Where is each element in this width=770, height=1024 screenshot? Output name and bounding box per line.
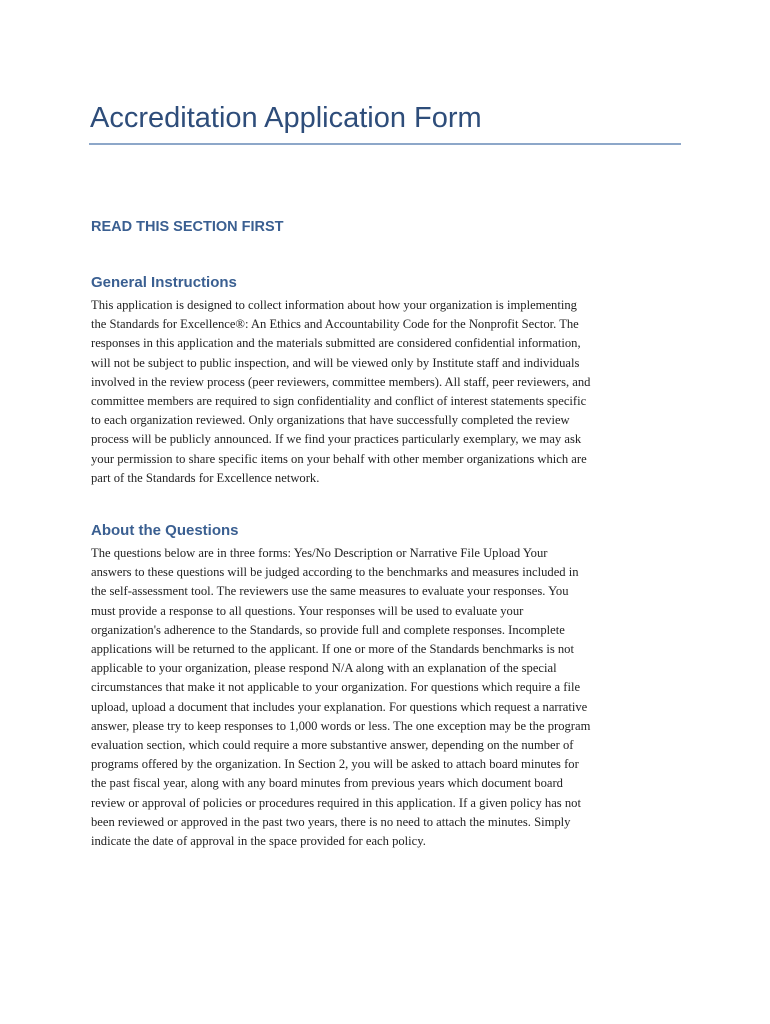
title-divider <box>89 143 681 145</box>
paragraph-line: indicate the date of approval in the space provided for each policy. <box>91 834 426 849</box>
paragraph-line: to each organization reviewed. Only organizations that have successfully completed the review <box>91 413 570 428</box>
paragraph-line: applications will be returned to the applicant. If one or more of the Standards benchmarks is not <box>91 642 574 657</box>
paragraph-line: evaluation section, which could require a more substantive answer, depending on the number of <box>91 738 574 753</box>
paragraph-line: answer, please try to keep responses to 1,000 words or less. The one exception may be the program <box>91 718 591 733</box>
paragraph-line: committee members are required to sign confidentiality and conflict of interest statements specific <box>91 394 587 409</box>
paragraph-line: The questions below are in three forms: Yes/No Description or Narrative File Upload Your <box>91 546 548 560</box>
paragraph-line: answers to these questions will be judged according to the benchmarks and measures included in <box>91 565 579 580</box>
general-instructions-paragraph <box>91 296 683 488</box>
about-questions-heading: About the Questions <box>91 522 239 539</box>
about-questions-paragraph <box>91 544 683 851</box>
paragraph-line: part of the Standards for Excellence network. <box>91 470 320 485</box>
paragraph-line: must provide a response to all questions. Your responses will be used to evaluate your <box>91 603 524 618</box>
page-title: Accreditation Application Form <box>90 102 482 134</box>
paragraph-line: process will be publicly announced. If we find your practices particularly exemplary, we may ask <box>91 432 582 447</box>
paragraph-line: your permission to share specific items on your behalf with other member organizations which are <box>91 451 587 466</box>
paragraph-line: applicable to your organization, please respond N/A along with an explanation of the special <box>91 661 557 676</box>
paragraph-line: upload, upload a document that includes your explanation. For questions which request a narrative <box>91 699 588 714</box>
paragraph-line: This application is designed to collect information about how your organization is implementing <box>91 298 577 312</box>
paragraph-line: will not be subject to public inspection, and will be viewed only by Institute staff and individuals <box>91 355 580 370</box>
general-instructions-heading: General Instructions <box>91 274 237 291</box>
paragraph-line: organization's adherence to the Standards, so provide full and complete responses. Incomplete <box>91 622 565 637</box>
paragraph-line: involved in the review process (peer reviewers, committee members). All staff, peer reviewers, and <box>91 374 591 389</box>
paragraph-line: programs offered by the organization. In Section 2, you will be asked to attach board minutes for <box>91 757 579 772</box>
paragraph-line: responses in this application and the materials submitted are considered confidential information, <box>91 336 581 351</box>
read-first-heading: READ THIS SECTION FIRST <box>91 219 284 235</box>
paragraph-line: circumstances that make it not applicable to your organization. For questions which require a file <box>91 680 581 695</box>
paragraph-line: been reviewed or approved in the past two years, there is no need to attach the minutes. Simply <box>91 814 571 829</box>
paragraph-line: the past fiscal year, along with any board minutes from previous years which document board <box>91 776 563 791</box>
paragraph-line: review or approval of policies or procedures required in this application. If a given policy has not <box>91 795 581 810</box>
paragraph-line: the Standards for Excellence®: An Ethics and Accountability Code for the Nonprofit Sector. The <box>91 317 579 332</box>
paragraph-line: the self-assessment tool. The reviewers use the same measures to evaluate your responses. You <box>91 584 569 599</box>
